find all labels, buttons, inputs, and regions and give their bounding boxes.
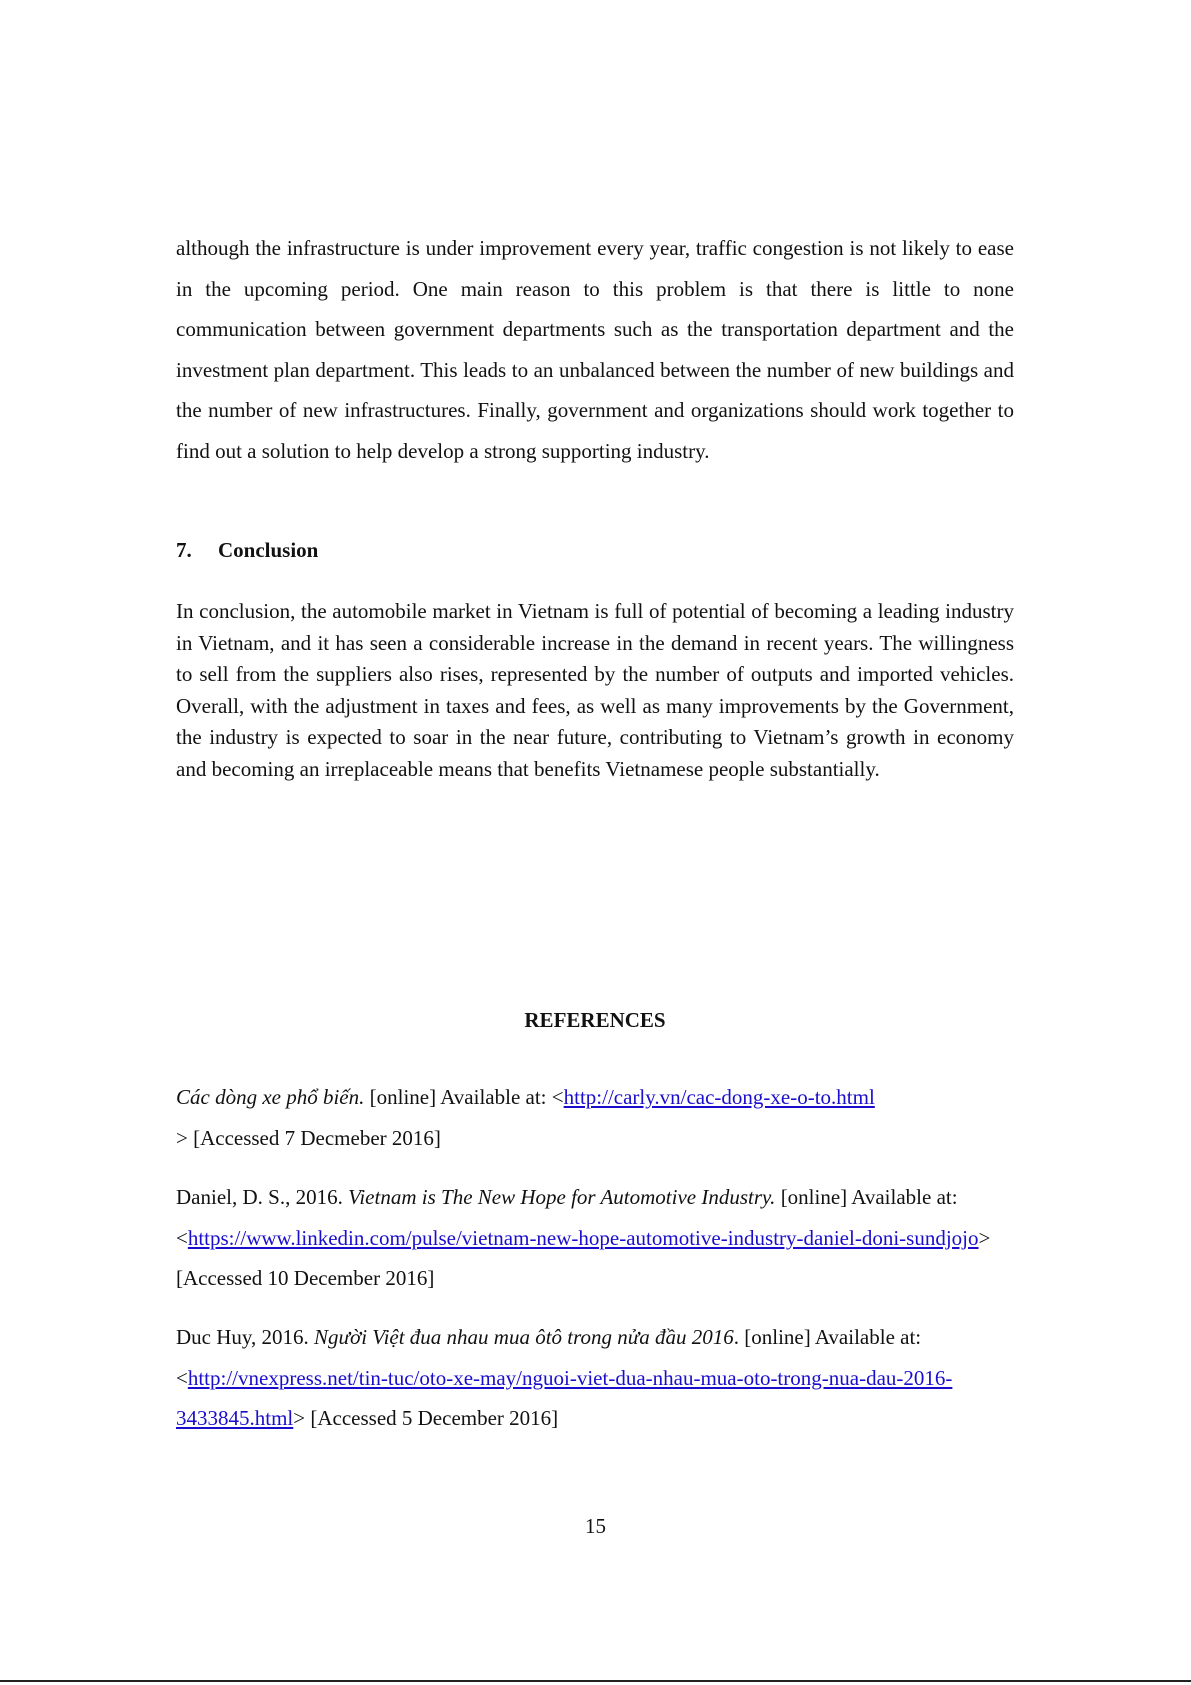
reference-author: Duc Huy, 2016. — [176, 1325, 315, 1349]
body-paragraph: although the infrastructure is under improvement every year, traffic congestion is not likely to ease in the upcoming period. One main reason to this problem is that there is little to none communication between government departments such as the transportation department and the investment plan department. This leads to an unbalanced between the number of new buildings and the number of new infrastructures. Finally, government and organizations should work together to find out a solution to help develop a strong supporting industry. — [176, 236, 1014, 463]
reference-link[interactable]: https://www.linkedin.com/pulse/vietnam-new-hope-automotive-industry-daniel-doni-sundjojo — [187, 1225, 979, 1250]
references-heading: REFERENCES — [524, 1008, 666, 1032]
reference-link[interactable]: http://vnexpress.net/tin-tuc/oto-xe-may/nguoi-viet-dua-nhau-mua-oto-trong-nua-dau-2016-3433845.html — [176, 1365, 953, 1430]
reference-text: [online] Available at: < — [364, 1085, 564, 1109]
reference-author: Daniel, D. S., 2016. — [176, 1185, 349, 1209]
section-title: Conclusion — [218, 538, 319, 562]
reference-title: Vietnam is The New Hope for Automotive Industry. — [348, 1185, 776, 1209]
reference-item — [176, 1077, 1014, 1158]
reference-text: . [online] Available at: < — [176, 1325, 922, 1390]
conclusion-paragraph: In conclusion, the automobile market in Vietnam is full of potential of becoming a leading industry in Vietnam, and it has seen a considerable increase in the demand in recent years. The willingness to sell from the suppliers also rises, represented by the number of outputs and imported vehicles. Overall, with the adjustment in taxes and fees, as well as many improvements by the Government, the industry is expected to soar in the near future, contributing to Vietnam’s growth in economy and becoming an irreplaceable means that benefits Vietnamese people substantially. — [176, 599, 1014, 781]
reference-text: [online] Available at: < — [176, 1185, 958, 1250]
reference-title: Các dòng xe phổ biến. — [176, 1085, 365, 1109]
reference-accessed: > [Accessed 7 Decmeber 2016] — [176, 1125, 441, 1150]
page-bottom-divider — [0, 1680, 1191, 1682]
section-heading — [176, 535, 318, 565]
reference-item — [176, 1177, 1014, 1299]
page-number: 15 — [585, 1514, 606, 1538]
reference-accessed: > [Accessed 5 December 2016] — [293, 1406, 559, 1430]
reference-title: Người Việt đua nhau mua ôtô trong nửa đầu 2016 — [314, 1325, 734, 1349]
section-number: 7. — [176, 538, 192, 562]
reference-accessed: > [Accessed 10 December 2016] — [176, 1225, 991, 1290]
reference-link[interactable]: http://carly.vn/cac-dong-xe-o-to.html — [563, 1085, 875, 1109]
reference-item — [176, 1317, 1014, 1439]
